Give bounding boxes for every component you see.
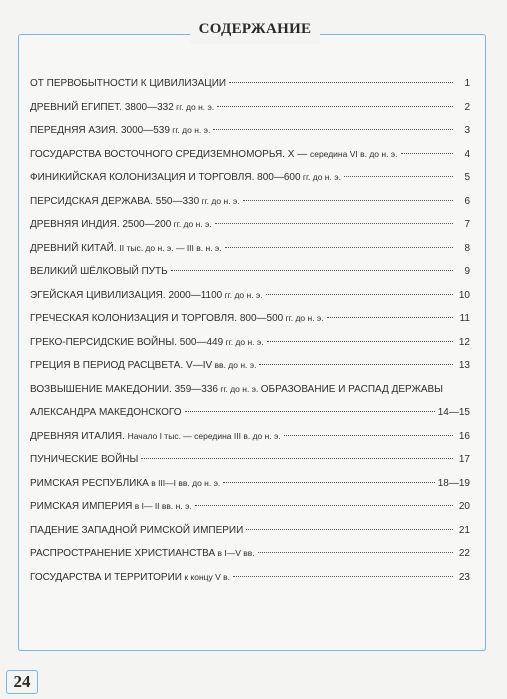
toc-entry-page: 2	[464, 101, 470, 113]
dot-leader	[243, 200, 453, 201]
dot-leader	[327, 317, 453, 318]
toc-entry[interactable]	[30, 266, 470, 290]
toc-entry-dates: гг. до н. э.	[222, 289, 263, 300]
toc-entry-title	[30, 149, 398, 160]
toc-entry[interactable]	[30, 243, 470, 267]
toc-entry[interactable]	[30, 525, 470, 549]
toc-entry-title	[30, 219, 212, 230]
toc-entry-heading: ОТ ПЕРВОБЫТНОСТИ К ЦИВИЛИЗАЦИИ	[30, 78, 227, 89]
toc-entry-title	[30, 384, 470, 395]
toc-entry-page: 6	[464, 195, 470, 207]
toc-entry-page: 1	[464, 78, 470, 89]
toc-entry-title	[30, 102, 214, 113]
toc-entry-dates: середина VI в. до н. э.	[309, 148, 398, 159]
toc-entry-heading: РИМСКАЯ РЕСПУБЛИКА	[30, 477, 149, 489]
toc-entry-title	[30, 313, 324, 324]
toc-entry-title	[30, 501, 192, 512]
toc-entry-heading: РАСПРОСТРАНЕНИЕ ХРИСТИАНСТВА	[30, 548, 216, 559]
dot-leader	[267, 341, 453, 342]
toc-entry[interactable]	[30, 102, 470, 126]
toc-entry-dates: вв. до н. э.	[212, 360, 257, 370]
toc-entry-title	[30, 196, 240, 207]
toc-entry[interactable]	[30, 196, 470, 220]
toc-entry-page: 11	[459, 313, 470, 324]
toc-entry-dates: гг. до н. э.	[199, 195, 240, 206]
toc-entry-page: 16	[458, 430, 470, 442]
toc-entry[interactable]	[30, 337, 470, 361]
toc-entry-dates: к концу V в.	[181, 571, 231, 582]
toc-entry-heading: ГРЕЧЕСКАЯ КОЛОНИЗАЦИЯ И ТОРГОВЛЯ. 800—500	[30, 313, 284, 324]
toc-entry-title	[30, 337, 264, 348]
dot-leader	[233, 576, 453, 577]
table-of-contents	[30, 78, 470, 595]
toc-entry[interactable]	[30, 478, 470, 502]
toc-entry-title	[30, 548, 255, 559]
toc-entry-dates: гг. до н. э.	[223, 336, 264, 347]
toc-entry-page: 14—15	[437, 407, 470, 418]
toc-entry-dates: гг. до н. э.	[300, 172, 341, 182]
toc-entry-title	[30, 431, 281, 442]
toc-entry-title	[30, 525, 243, 536]
dot-leader	[141, 458, 453, 459]
toc-entry-heading: ВОЗВЫШЕНИЕ МАКЕДОНИИ. 359—336	[30, 383, 218, 395]
toc-entry-dates: гг. до н. э.	[171, 219, 212, 229]
dot-leader	[195, 505, 453, 506]
toc-entry[interactable]	[30, 548, 470, 572]
toc-entry-page: 5	[464, 172, 470, 183]
toc-entry-dates: гг. до н. э.	[173, 101, 215, 112]
toc-entry-heading: ДРЕВНИЙ ЕГИПЕТ. 3800—332	[30, 101, 174, 113]
toc-entry-dates: II тыс. до н. э. — III в. н. э.	[119, 242, 222, 253]
dot-leader	[171, 270, 453, 271]
toc-entry-heading: ГОСУДАРСТВА И ТЕРРИТОРИИ	[30, 571, 182, 583]
toc-entry-page: 12	[458, 336, 470, 348]
toc-entry-heading: АЛЕКСАНДРА МАКЕДОНСКОГО	[30, 407, 182, 418]
toc-entry-title	[30, 290, 263, 301]
toc-entry-heading: ГРЕКО-ПЕРСИДСКИЕ ВОЙНЫ. 500—449	[30, 336, 224, 348]
toc-entry-title	[30, 454, 138, 465]
toc-entry-dates: в I—V вв.	[215, 548, 255, 558]
toc-entry-page: 13	[458, 360, 470, 371]
toc-entry[interactable]	[30, 149, 470, 173]
toc-entry-heading: ДРЕВНИЙ КИТАЙ.	[30, 242, 120, 254]
toc-entry-heading: ДРЕВНЯЯ ИНДИЯ. 2500—200	[30, 219, 172, 230]
toc-entry-heading-continued: ОБРАЗОВАНИЕ И РАСПАД ДЕРЖАВЫ	[260, 383, 444, 395]
dot-leader	[215, 223, 453, 224]
toc-entry-title	[30, 360, 256, 371]
toc-entry[interactable]	[30, 407, 470, 431]
toc-entry-page: 20	[458, 501, 470, 512]
toc-entry-dates: гг. до н. э.	[217, 383, 261, 394]
toc-entry-title	[30, 478, 220, 489]
dot-leader	[259, 364, 453, 365]
dot-leader	[225, 247, 453, 248]
toc-entry-page: 3	[464, 125, 470, 136]
toc-entry-heading: ЭГЕЙСКАЯ ЦИВИЛИЗАЦИЯ. 2000—1100	[30, 289, 223, 301]
toc-entry-page: 21	[458, 524, 470, 536]
toc-entry[interactable]	[30, 172, 470, 196]
toc-entry-heading: ПАДЕНИЕ ЗАПАДНОЙ РИМСКОЙ ИМПЕРИИ	[30, 524, 244, 536]
toc-entry-heading: ВЕЛИКИЙ ШЁЛКОВЫЙ ПУТЬ	[30, 266, 168, 277]
toc-entry-heading: ГРЕЦИЯ В ПЕРИОД РАСЦВЕТА. V—IV	[30, 360, 213, 371]
toc-entry-heading: ДРЕВНЯЯ ИТАЛИЯ.	[30, 430, 128, 442]
toc-entry[interactable]	[30, 219, 470, 243]
toc-entry[interactable]	[30, 431, 470, 455]
toc-entry-heading: РИМСКАЯ ИМПЕРИЯ	[30, 501, 133, 512]
toc-entry-title	[30, 266, 168, 277]
toc-entry[interactable]	[30, 313, 470, 337]
toc-entry-page: 22	[458, 548, 470, 559]
toc-entry[interactable]	[30, 454, 470, 478]
toc-entry-heading: ГОСУДАРСТВА ВОСТОЧНОГО СРЕДИЗЕМНОМОРЬЯ. X —	[30, 148, 310, 160]
dot-leader	[258, 552, 453, 553]
toc-entry[interactable]	[30, 501, 470, 525]
toc-entry-page: 8	[464, 242, 470, 254]
toc-entry-dates: гг. до н. э.	[283, 313, 324, 323]
toc-entry-page: 23	[458, 571, 470, 583]
toc-entry-title	[30, 243, 222, 254]
toc-entry[interactable]	[30, 572, 470, 596]
toc-entry-dates: Начало I тыс. — середина III в. до н. э.	[127, 430, 281, 441]
dot-leader	[217, 106, 453, 107]
title-box	[190, 14, 320, 44]
toc-entry[interactable]	[30, 78, 470, 102]
dot-leader	[401, 153, 453, 154]
toc-entry-page: 18—19	[437, 477, 470, 489]
toc-entry-heading: ПЕРСИДСКАЯ ДЕРЖАВА. 550—330	[30, 195, 200, 207]
dot-leader	[185, 411, 435, 412]
toc-entry-dates: в III—I вв. до н. э.	[148, 477, 221, 488]
page-number: 24	[6, 670, 38, 694]
toc-entry-title	[30, 78, 226, 89]
toc-entry-page: 17	[458, 454, 470, 465]
toc-entry-title	[30, 172, 341, 183]
toc-entry-heading: ПЕРЕДНЯЯ АЗИЯ. 3000—539	[30, 125, 170, 136]
dot-leader	[344, 176, 453, 177]
toc-entry-title	[30, 125, 210, 136]
toc-entry-dates: в I— II вв. н. э.	[132, 501, 192, 511]
toc-entry-heading: ПУНИЧЕСКИЕ ВОЙНЫ	[30, 454, 139, 465]
dot-leader	[266, 294, 453, 295]
toc-entry-page: 7	[464, 219, 470, 230]
page-title: СОДЕРЖАНИЕ	[198, 21, 312, 37]
toc-entry-title	[30, 572, 230, 583]
toc-entry-dates: гг. до н. э.	[169, 125, 211, 135]
toc-entry-heading: ФИНИКИЙСКАЯ КОЛОНИЗАЦИЯ И ТОРГОВЛЯ. 800—600	[30, 172, 301, 183]
dot-leader	[284, 435, 453, 436]
toc-entry-page: 4	[464, 148, 470, 160]
toc-entry-title	[30, 407, 182, 418]
toc-entry-page: 9	[464, 266, 470, 277]
toc-entry[interactable]	[30, 290, 470, 314]
toc-entry[interactable]	[30, 125, 470, 149]
toc-entry[interactable]	[30, 384, 470, 408]
toc-entry-page: 10	[458, 289, 470, 301]
dot-leader	[246, 529, 453, 530]
dot-leader	[229, 82, 453, 83]
toc-entry[interactable]	[30, 360, 470, 384]
dot-leader	[213, 129, 453, 130]
dot-leader	[223, 482, 434, 483]
